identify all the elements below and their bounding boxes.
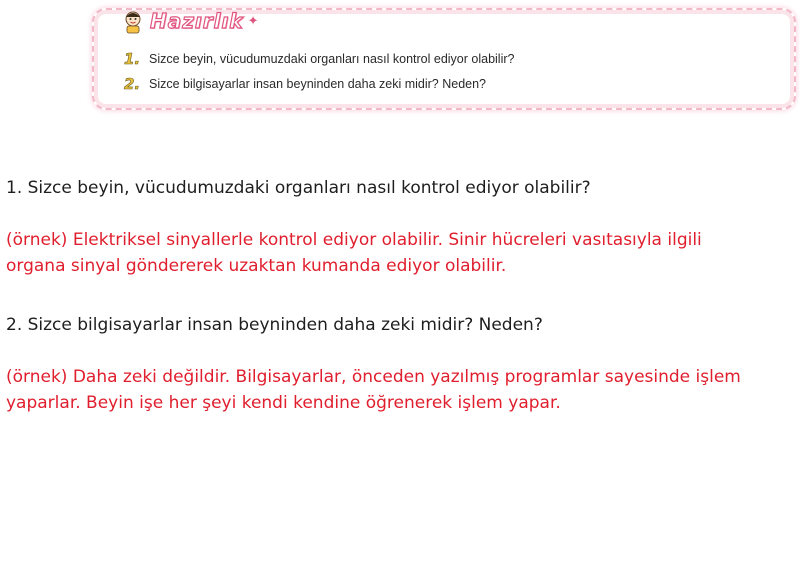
answer-2-line-2: yaparlar. Beyin işe her şeyi kendi kendine öğrenerek işlem yapar. [6,393,561,413]
question-text: Sizce beyin, vücudumuzdaki organları nasıl kontrol ediyor olabilir? [149,52,515,66]
answer-2 [6,364,796,416]
answer-1-line-1: (örnek) Elektriksel sinyallerle kontrol ediyor olabilir. Sinir hücreleri vasıtasıyla ilgili [6,230,702,250]
question-1: 1. Sizce beyin, vücudumuzdaki organları nasıl kontrol ediyor olabilir? [6,178,591,198]
question-number: 2. [124,75,141,93]
answer-1 [6,227,796,279]
question-text: Sizce bilgisayarlar insan beyninden daha zeki midir? Neden? [149,77,486,91]
preparation-title: Hazırlık [150,9,244,33]
question-number: 1. [124,50,141,68]
preparation-question-2 [124,75,486,93]
kid-mascot-icon [120,8,146,34]
preparation-question-1 [124,50,514,68]
answer-2-line-1: (örnek) Daha zeki değildir. Bilgisayarlar, önceden yazılmış programlar sayesinde işlem [6,367,741,387]
answer-1-line-2: organa sinyal göndererek uzaktan kumanda ediyor olabilir. [6,256,507,276]
question-2: 2. Sizce bilgisayarlar insan beyninden daha zeki midir? Neden? [6,315,543,335]
answers-section [6,175,796,416]
sparkle-icon: ✦ [247,13,259,29]
preparation-heading [120,4,259,38]
